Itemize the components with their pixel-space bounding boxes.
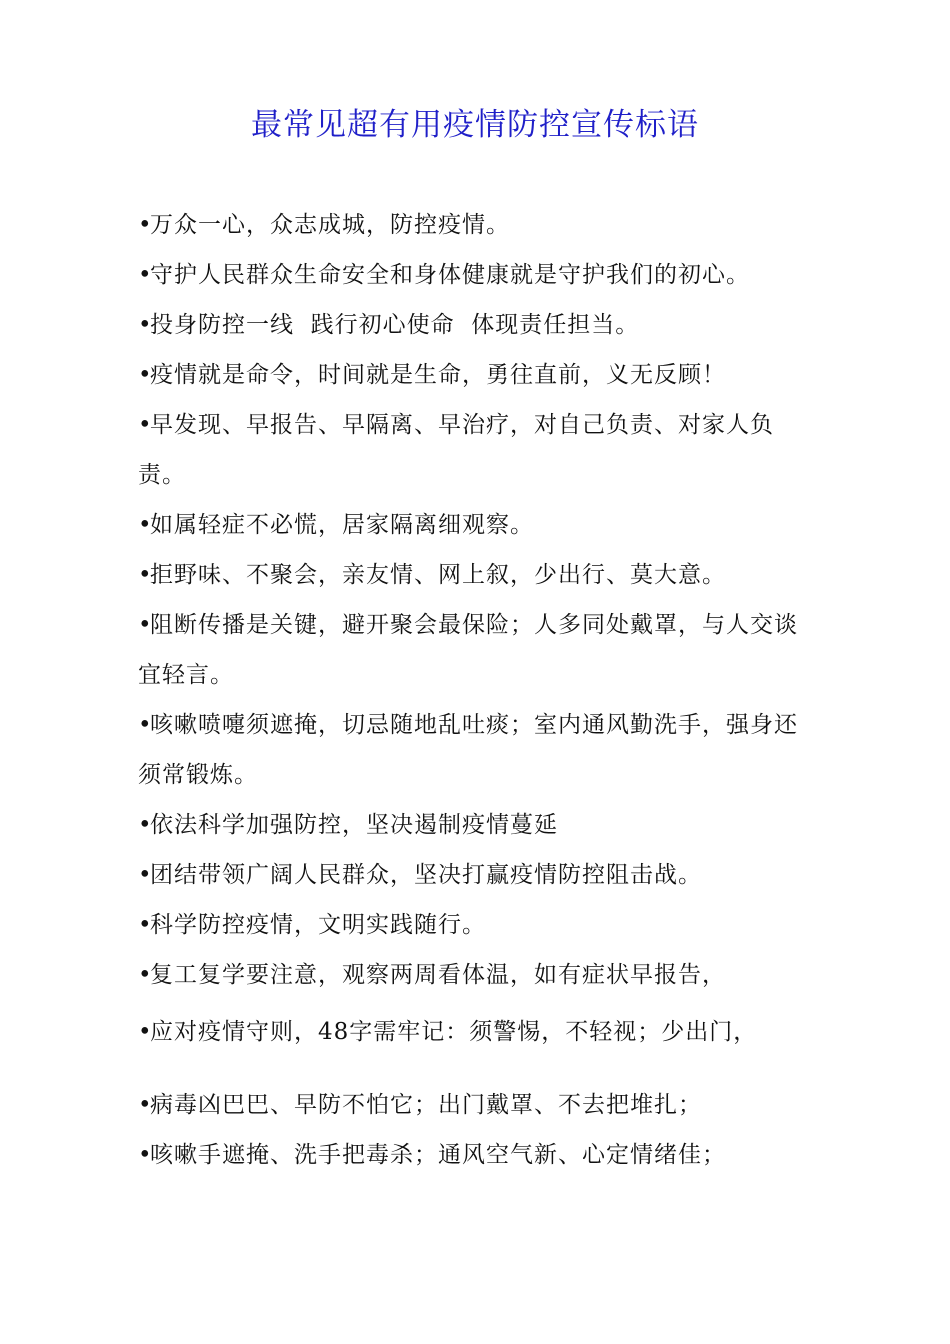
slogan-item (138, 350, 828, 400)
slogan-item (138, 600, 828, 650)
slogan-continuation (138, 650, 828, 700)
bullet-icon: • (138, 412, 153, 438)
bullet-icon: • (138, 812, 153, 838)
slogan-text: 如属轻症不必慌，居家隔离细观察。 (150, 512, 534, 538)
slogan-item (138, 200, 828, 250)
slogan-text: 宜轻言。 (138, 662, 234, 688)
bullet-icon: • (138, 962, 153, 988)
slogan-item (138, 850, 828, 900)
slogan-item (138, 800, 828, 850)
slogan-continuation (138, 450, 828, 500)
slogan-text: 复工复学要注意，观察两周看体温，如有症状早报告， (150, 962, 726, 988)
slogan-text: 早发现、早报告、早隔离、早治疗，对自己负责、对家人负 (150, 412, 774, 438)
slogan-item (138, 250, 828, 300)
bullet-icon: • (138, 862, 153, 888)
bullet-icon: • (138, 212, 153, 238)
slogan-text: 团结带领广阔人民群众，坚决打赢疫情防控阻击战。 (150, 862, 702, 888)
slogan-text: 责。 (138, 462, 186, 488)
slogan-text: 咳嗽手遮掩、洗手把毒杀；通风空气新、心定情绪佳； (150, 1142, 726, 1168)
bullet-icon: • (138, 1092, 153, 1118)
slogan-item (138, 400, 828, 450)
slogan-item (138, 900, 828, 950)
slogan-text: 守护人民群众生命安全和身体健康就是守护我们的初心。 (150, 262, 750, 288)
slogan-text: 应对疫情守则，48字需牢记：须警惕，不轻视；少出门， (150, 1019, 758, 1045)
slogan-text: 万众一心，众志成城，防控疫情。 (150, 212, 510, 238)
slogan-item (138, 500, 828, 550)
bullet-icon: • (138, 612, 153, 638)
bullet-icon: • (138, 262, 153, 288)
slogan-continuation (138, 750, 828, 800)
bullet-icon: • (138, 562, 153, 588)
bullet-icon: • (138, 712, 153, 738)
bullet-icon: • (138, 1019, 153, 1045)
bullet-icon: • (138, 512, 153, 538)
slogan-item (138, 1130, 828, 1180)
slogan-text: 咳嗽喷嚏须遮掩，切忌随地乱吐痰；室内通风勤洗手，强身还 (150, 712, 798, 738)
slogan-text: 病毒凶巴巴、早防不怕它；出门戴罩、不去把堆扎； (150, 1092, 702, 1118)
slogan-item (138, 550, 828, 600)
page-title: 最常见超有用疫情防控宣传标语 (251, 107, 699, 143)
bullet-icon: • (138, 912, 153, 938)
slogan-text: 阻断传播是关键，避开聚会最保险；人多同处戴罩，与人交谈 (150, 612, 798, 638)
slogan-text: 须常锻炼。 (138, 762, 258, 788)
slogan-item (138, 1007, 828, 1057)
slogan-item (138, 950, 828, 1000)
slogan-item (138, 700, 828, 750)
slogan-item (138, 1080, 828, 1130)
slogan-text: 投身防控一线 践行初心使命 体现责任担当。 (150, 312, 640, 338)
slogan-text: 科学防控疫情，文明实践随行。 (150, 912, 486, 938)
slogan-text: 疫情就是命令，时间就是生命，勇往直前，义无反顾！ (150, 362, 726, 388)
slogan-text: 依法科学加强防控，坚决遏制疫情蔓延 (150, 812, 558, 838)
bullet-icon: • (138, 1142, 153, 1168)
bullet-icon: • (138, 312, 153, 338)
bullet-icon: • (138, 362, 153, 388)
slogan-text: 拒野味、不聚会，亲友情、网上叙，少出行、莫大意。 (150, 562, 726, 588)
slogan-item (138, 300, 828, 350)
